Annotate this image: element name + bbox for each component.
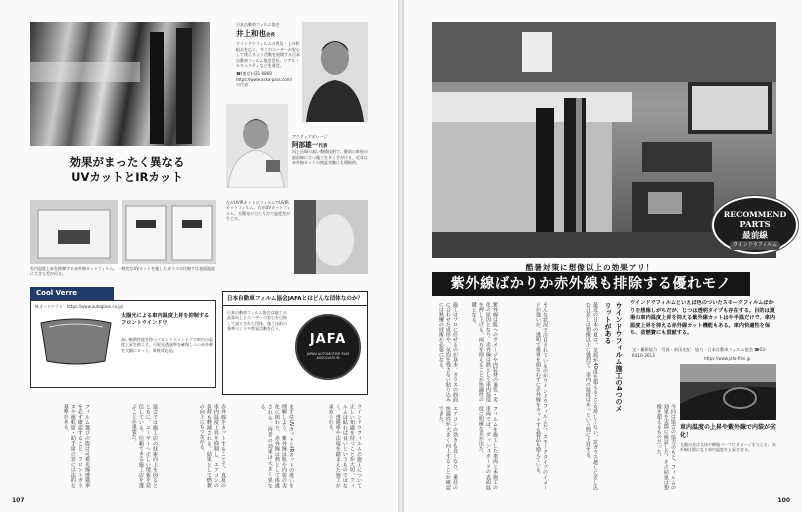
right-body-col-4: 施工はプロに任せるのが基本。ガラスの曲面に合わせた成形や、気泡を残さない貼り込みには熟練の技術が必要になる。: [437, 302, 458, 402]
recommend-line-2: PARTS: [739, 219, 771, 229]
article-intro: ウインドウフィルムといえば色のついたスモークフィルムばかりを想像しがちだが、じつは透明タイプも存在する。目的は夏場の車内温度上昇を抑える紫外線カットはや半温だけで、車内温度上昇を抑える赤外線カット機能もある。車内快適性を保ち、省燃費にも貢献する。: [630, 300, 776, 337]
face-film-illustration: [294, 200, 368, 274]
jafa-logo: [295, 314, 361, 380]
cool-verre-body: 高い断熱性能を持つフロントウインドウで車内の温度上昇を抑える。可視光透過率を確保しつつ赤外線を大幅にカット。車検対応品。: [121, 337, 213, 353]
right-page: [404, 0, 802, 512]
jafa-body: 日本自動車フィルム協会は施工の品質向上とユーザーの安心を目指して設立された団体。施工技術の基準づくりや啓発活動を行う。: [227, 310, 287, 332]
face-film-dark-strip: [294, 200, 316, 274]
windshield-light: [680, 364, 776, 382]
left-body-col-3: 赤外線をカットすることで、真夏の車内温度上昇を抑制し、エアコンの負荷も軽減される。結果として燃費の向上にもつながる。: [198, 404, 226, 488]
inoue-jacket: [306, 80, 364, 122]
abe-item: [266, 160, 280, 172]
recommend-line-3: 最前線: [742, 231, 768, 241]
profile-inoue-contact-3: の代表: [236, 82, 248, 88]
test-machine-1-panel: [58, 230, 90, 244]
right-body-col-5: 今回は協会の協力のもと、フィルムの効果を実際に検証した。その結果は想像を超えるものだった。: [655, 404, 676, 490]
profile-abe: [292, 134, 368, 194]
left-body-col-4: 協会では施工店の技術向上を図るとともに、ユーザーへ正しい情報を発信している。信頼できる施工店を選ぶことが重要だ。: [130, 404, 158, 488]
profile-inoue-contact-1: ☎(東京)-(21-0868: [236, 71, 272, 77]
windshield-illustration: [35, 315, 117, 369]
profile-abe-name-line: [292, 139, 368, 149]
uv-ir-headline: [32, 155, 222, 185]
interior-caption-heading: 車内温度の上昇や紫外線で内装が劣化！: [680, 424, 777, 439]
left-body-col-2: まずはUVカットとIRカットの違いを理解しよう。紫外線は肌や内装の劣化に関わり、赤外線は熱として体感される。両者の効果は大きく異なる。: [259, 404, 294, 488]
cool-verre-box: [30, 300, 216, 388]
merit-vertical-heading: ウインドウフィルム施工の4つのメリットがある: [604, 302, 623, 412]
test-machine-photo-1: [30, 200, 118, 264]
cool-verre-company-line: [35, 304, 123, 309]
jafa-logo-sub: JAPAN AUTOMOTIVE FILM ASSOCIATION: [306, 352, 350, 361]
inoue-portrait: [302, 22, 368, 122]
right-body-col-6: フィルムを施工した車両と未施工の車両では、ダッシュボードの表面温度に明確な差が出た。: [477, 406, 498, 490]
film-roll-photo: [30, 22, 210, 146]
profile-abe-role: 代表: [318, 144, 328, 150]
interior-caption-body: 太陽の光は人体や樹脂パーツにダメージを与える。赤外線は熱になり車内温度を上昇させる。: [680, 442, 776, 453]
test-machine-2-left: [126, 206, 166, 260]
profile-inoue: [236, 22, 302, 94]
headline-line-2: UVカットとIRカット: [71, 170, 183, 184]
test-machine-photo-2: [122, 200, 216, 264]
monitor-screen: [692, 86, 768, 130]
film-sheet: [30, 62, 140, 82]
profile-inoue-org: 日本自動車フィルム協会: [236, 22, 280, 27]
abe-portrait: [226, 104, 288, 188]
right-body-col-7: エアコンの効きも良くなり、乗員の快適性が大きく向上することが確認できた。: [437, 406, 458, 490]
workshop-wall: [432, 22, 776, 82]
profile-inoue-name-line: [236, 28, 302, 39]
right-body-col-1: 最近の日本の夏は、気温が40度を超えることも珍しくない。窓ガラス越しに差し込む日差しは想像以上に強烈で、車内の温度はあっという間に上昇する。: [584, 302, 598, 490]
face-film-face: [314, 214, 354, 266]
cool-verre-url[interactable]: https://www.autoglass.co.jp/: [66, 304, 124, 309]
instrument-display: [648, 192, 682, 214]
machine-caption: 室内温度上昇を抑制する赤外線カットフィルム。一般的なUVカットを施したガラスの比較では表面温度に大きな差が出る。: [30, 266, 215, 277]
right-body-col-2: そんな状況で注目されているのがウインドウフィルムだ。スモークタイプのイメージが強いが、透明で視界を損なわずに赤外線をカットする製品も増えている。: [534, 302, 548, 490]
recommend-parts-badge: [712, 196, 798, 256]
face-film-photo: [294, 200, 368, 274]
uv-caption: 左がUVIRカットのフィルムでUVIRカットフィルム。右がUVカットフィルム。太陽光の当たり方で温度差が生じる。: [226, 200, 291, 222]
test-machine-2: [122, 200, 216, 264]
jafa-logo-text: JAFA: [309, 332, 347, 347]
right-body-col-3: 紫外線は肌へのダメージや内装材の退色・劣化の原因となり、赤外線は熱として車内温度を押し上げる。両方を抑えることが快適性の鍵となる。: [470, 302, 498, 402]
test-machine-1: [30, 200, 118, 264]
jafa-title: 日本自動車フィルム協会JAFAとはどんな団体なのか？: [223, 292, 367, 306]
inoue-portrait-photo: [302, 22, 368, 122]
jafa-url[interactable]: https://www.jafa-film.jp: [704, 356, 751, 361]
cool-verre-tag: Cool Verre: [30, 287, 114, 300]
film-roll-illustration: [30, 22, 210, 146]
right-page-number: 100: [777, 497, 790, 504]
cool-verre-company: 株オートクラス: [35, 304, 63, 309]
profile-inoue-contact-2: https://www.aska-pass.com/: [236, 76, 293, 82]
film-machine-top: [432, 92, 632, 122]
instrument-case-1: [642, 142, 712, 172]
left-page-number: 107: [12, 497, 25, 504]
test-machine-2-display-right: [182, 220, 202, 228]
profile-abe-name: 阿部雄一: [292, 141, 319, 150]
film-roll-dark-2: [176, 28, 192, 144]
car-interior-photo: [680, 364, 776, 420]
film-roll-dark-1: [150, 32, 164, 144]
profile-inoue-name: 井上和也: [236, 29, 266, 39]
profile-abe-bio: 再上出場の高い整備技術で、静岡の車屋の最前線に立つ施工を多く手がける。近年は赤外線カットの検証実験にも積極的。: [292, 149, 368, 166]
jafa-box: [222, 291, 368, 395]
profile-inoue-bio: ウインドウフィルムの普及・上の枠組みを広く、多くのユーザーが安心して使えるよう活動を展開する日本自動車フィルム協会会長。リアル・セキュリティなどを運営。: [236, 41, 300, 69]
test-machine-2-right: [172, 206, 212, 260]
left-body-col-5: フィルム選びの際は可視光線透過率を必ず確認すること。フロントガラスや運転席・助手席の窓には法的な基準がある。: [62, 404, 90, 488]
profile-inoue-role: 会長: [266, 33, 275, 39]
article-credits: 文・撮影協力 写真・前田光紀 協力・日本自動車フィルム協会 ☎03-6410-3613: [632, 347, 767, 358]
recommend-line-1: RECOMMEND: [723, 210, 787, 219]
headline-line-1: 効果がまったく異なる: [69, 155, 185, 169]
recommend-category: ウインドウフィルム: [730, 241, 780, 250]
profile-abe-org: アクティブガレージ: [292, 134, 328, 139]
wall-paper-sign: [522, 32, 552, 72]
test-machine-2-display-left: [136, 220, 156, 228]
article-title: 紫外線ばかりか赤外線も排除する優れモノ: [432, 272, 750, 296]
windshield-glass: [41, 319, 111, 364]
article-kicker: 酷暑対策に想像以上の効果アリ！: [525, 263, 655, 272]
left-page: [0, 0, 398, 512]
abe-portrait-photo: [226, 104, 288, 188]
left-body-col-1: ウインドウフィルムの施工について正しい知識を持つことが大切。フィルムは貼れば良いというものではなく、透過率や法規を踏まえた施工が求められる。: [327, 404, 362, 488]
car-interior-illustration: [680, 364, 776, 420]
cool-verre-product-title: 太陽光による車内温度上昇を抑制するフロントウインドウ: [121, 313, 210, 326]
